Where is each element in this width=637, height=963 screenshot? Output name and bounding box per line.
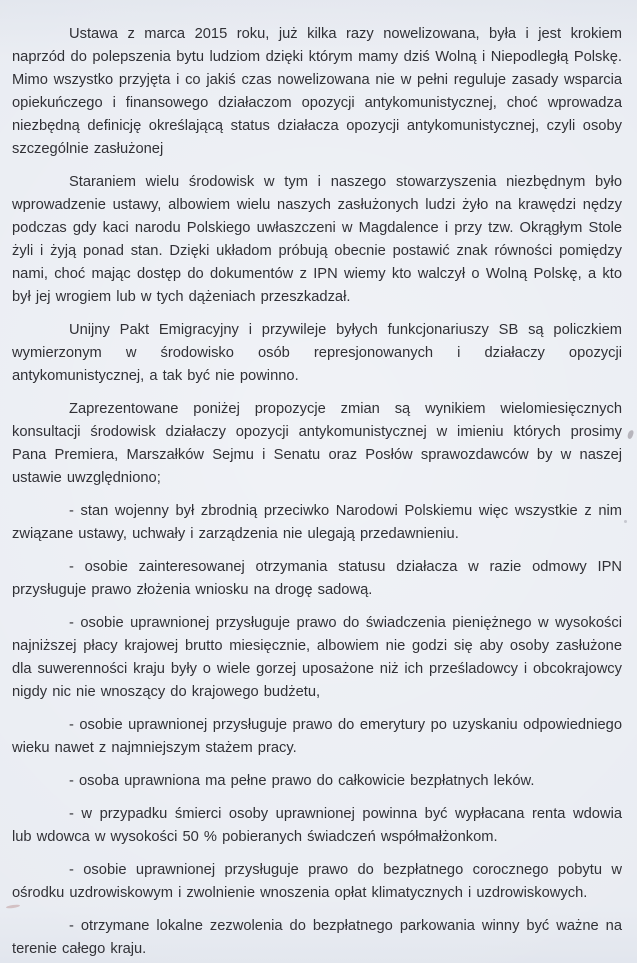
bullet-parkowanie: - otrzymane lokalne zezwolenia do bezpłatnego parkowania winny być ważne na terenie całego kraju.	[12, 918, 622, 957]
bullet-pobyt-uzdrowiskowy: - osobie uprawnionej przysługuje prawo do bezpłatnego corocznego pobytu w ośrodku uzdrowiskowym i zwolnienie wnoszenia opłat klimatycznych i uzdrowiskowych.	[12, 862, 622, 901]
scan-artifact-speck	[624, 520, 627, 523]
bullet-status-dzialacza: - osobie zainteresowanej otrzymania statusu działacza w razie odmowy IPN przysługuje prawo złożenia wniosku na drogę sadową.	[12, 559, 622, 598]
bullet-emerytura: - osobie uprawnionej przysługuje prawo do emerytury po uzyskaniu odpowiedniego wieku nawet z najmniejszym stażem pracy.	[12, 717, 622, 756]
paragraph-zaprezentowane: Zaprezentowane poniżej propozycje zmian są wynikiem wielomiesięcznych konsultacji środowisk działaczy opozycji antykomunistycznej w imieniu których prosimy Pana Premiera, Marszałków Sejmu i Senatu oraz Posłów sprawozdawców by w naszej ustawie uwzględniono;	[12, 401, 622, 486]
bullet-renta-wdowia: - w przypadku śmierci osoby uprawnionej powinna być wypłacana renta wdowia lub wdowca w wysokości 50 % pobieranych świadczeń współmałżonkom.	[12, 806, 622, 845]
paragraph-intro-ustawa: Ustawa z marca 2015 roku, już kilka razy nowelizowana, była i jest krokiem naprzód do polepszenia bytu ludziom dzięki którym mamy dziś Wolną i Niepodległą Polskę. Mimo wszystko przyjęta i co jakiś czas nowelizowana nie w pełni reguluje zasady wsparcia opiekuńczego i finansowego działaczom opozycji antykomunistycznej, choć wprowadza niezbędną definicję określającą status działacza opozycji antykomunistycznej, czyli osoby szczególnie zasłużonej	[12, 26, 622, 157]
bullet-bezplatne-leki: - osoba uprawniona ma pełne prawo do całkowicie bezpłatnych leków.	[69, 773, 535, 789]
bullet-swiadczenie-pieniezne: - osobie uprawnionej przysługuje prawo do świadczenia pieniężnego w wysokości najniższej płacy krajowej brutto miesięcznie, albowiem nie godzi się aby osoby zasłużone dla suwerenności kraju były o wiele gorzej uposażone niż ich prześladowcy i obcokrajowcy nigdy nic nie wnoszący do krajowego budżetu,	[12, 615, 622, 700]
paragraph-unijny-pakt: Unijny Pakt Emigracyjny i przywileje byłych funkcjonariuszy SB są policzkiem wymierzonym w środowisko osób represjonowanych i działaczy opozycji antykomunistycznej, a tak być nie powinno.	[12, 322, 622, 384]
scan-artifact-right-edge	[627, 429, 635, 439]
paragraph-staraniem: Staraniem wielu środowisk w tym i naszego stowarzyszenia niezbędnym było wprowadzenie ustawy, albowiem wielu naszych zasłużonych ludzi żyło na krawędzi nędzy podczas gdy kaci narodu Polskiego uwłaszczeni w Magdalence i przy tzw. Okrągłym Stole żyli i żyją ponad stan. Dzięki układom próbują obecnie postawić znak równości pomiędzy nami, choć mając dostęp do dokumentów z IPN wiemy kto walczył o Wolną Polskę, a kto był jej wrogiem lub w tych dążeniach przeszkadzał.	[12, 174, 622, 305]
bullet-stan-wojenny: - stan wojenny był zbrodnią przeciwko Narodowi Polskiemu więc wszystkie z nim związane ustawy, uchwały i zarządzenia nie ulegają przedawnieniu.	[12, 503, 622, 542]
